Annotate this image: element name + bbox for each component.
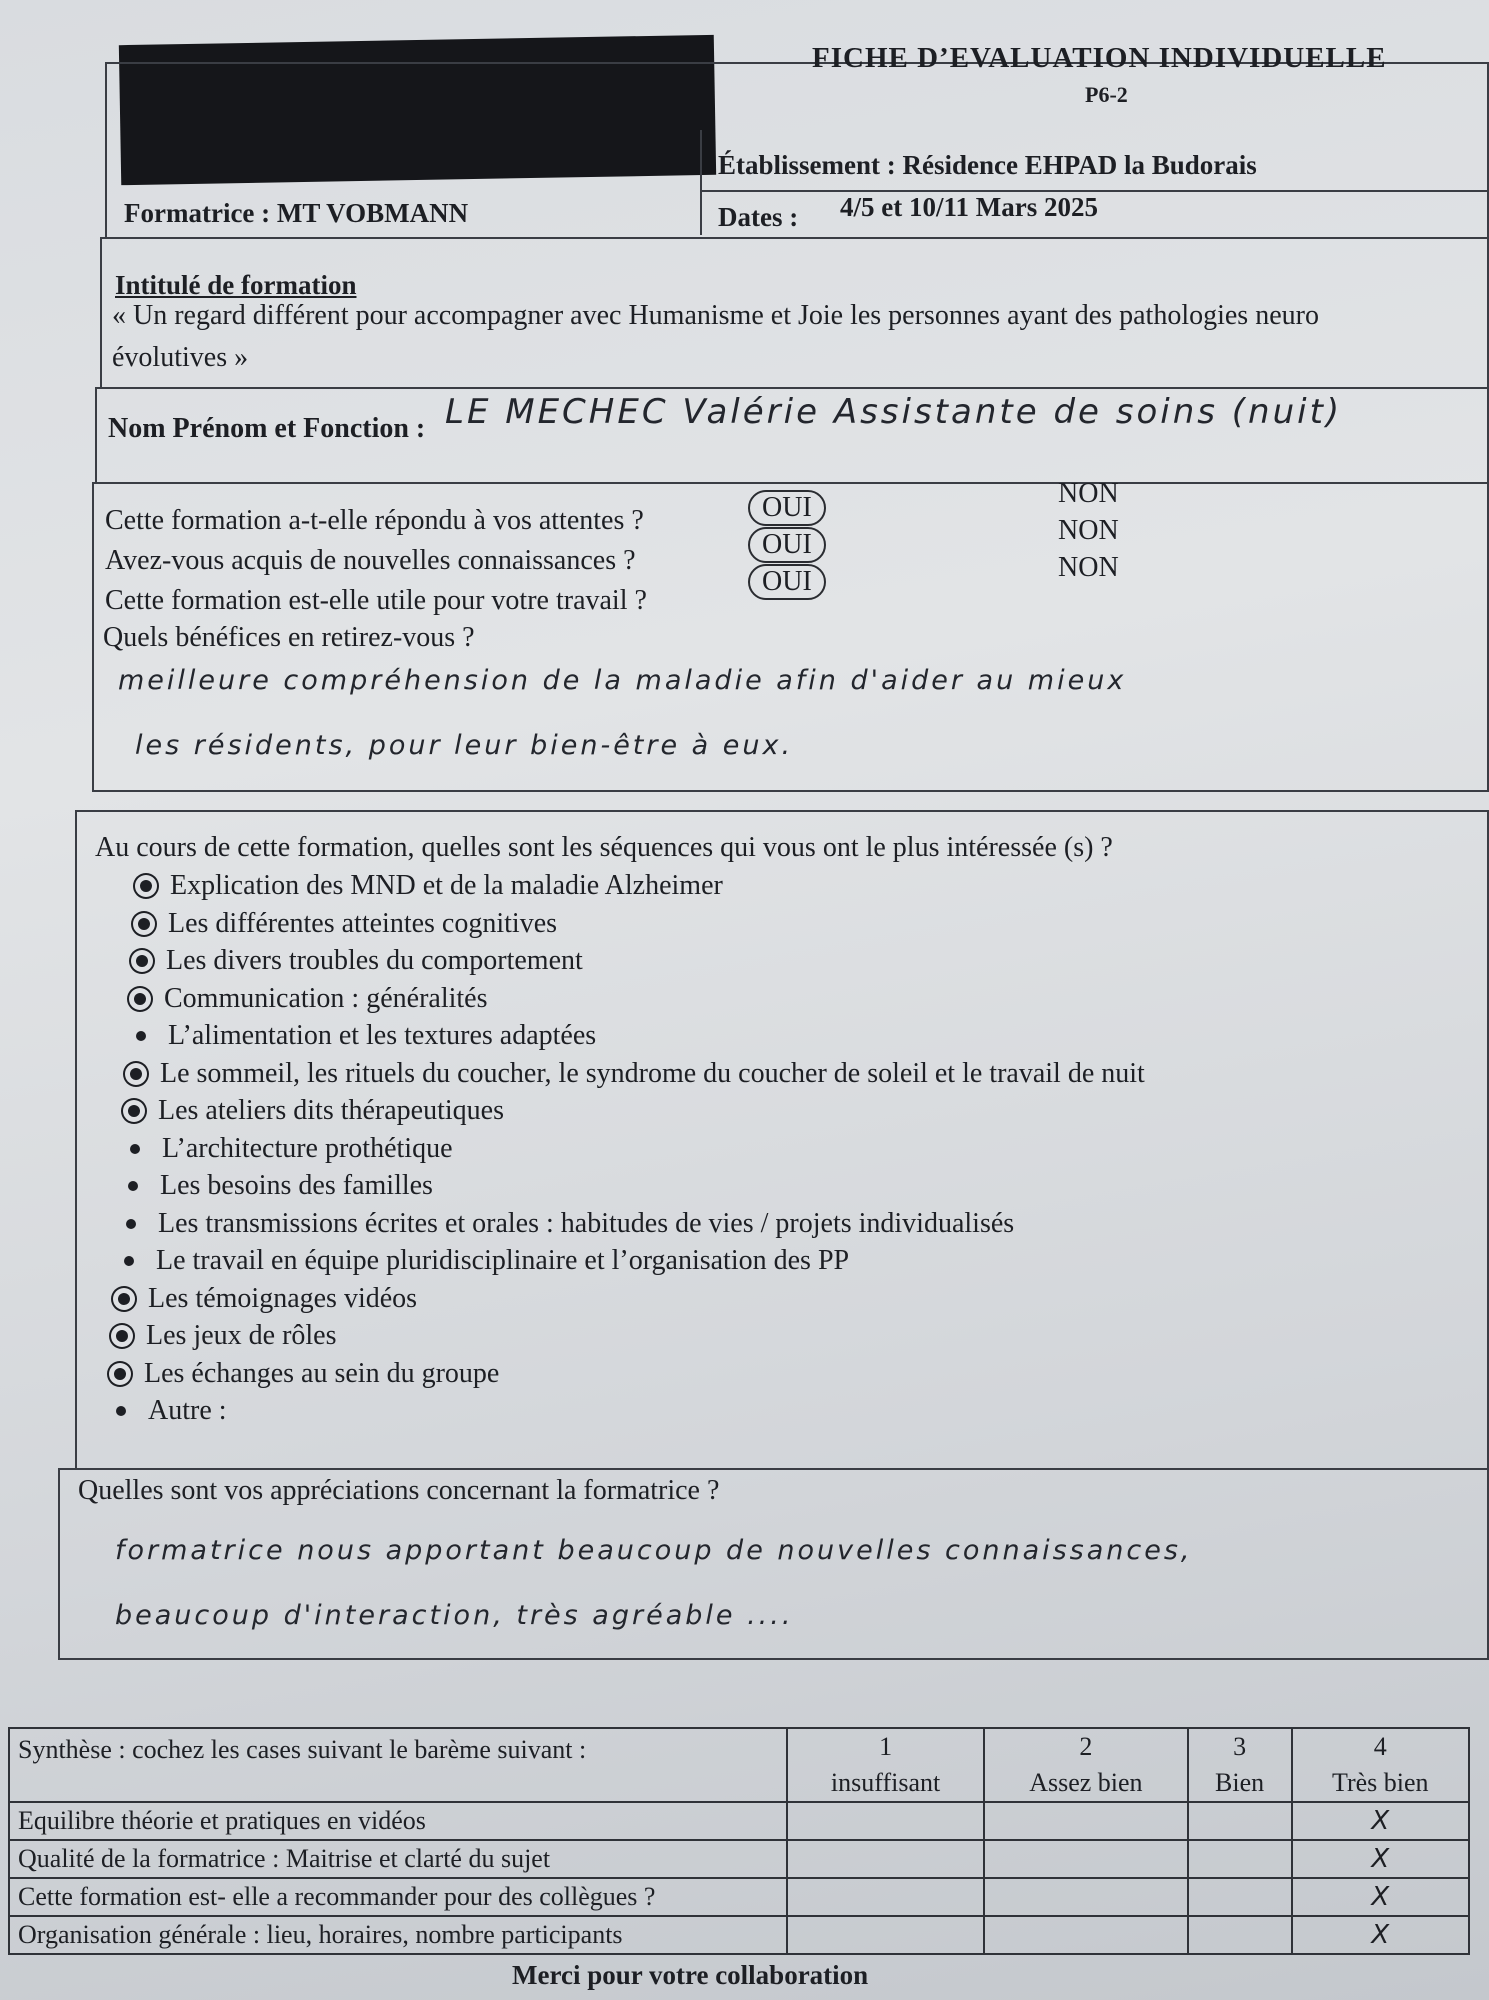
synthese-row-label: Organisation générale : lieu, horaires, nombre participants [9,1916,787,1954]
dates-label: Dates : [718,202,799,232]
sequence-item-label: Autre : [148,1395,227,1426]
cell-2[interactable] [984,1878,1187,1916]
col-3-num: 3 [1188,1728,1292,1765]
cell-1[interactable] [787,1802,984,1840]
col-4-label: Très bien [1292,1765,1469,1802]
sequence-item-label: Les ateliers dits thérapeutiques [158,1095,504,1126]
sequence-item[interactable] [112,1170,433,1202]
sequence-item-label: L’alimentation et les textures adaptées [168,1020,597,1051]
sequence-item[interactable] [104,1320,337,1352]
circled-bullet-icon [114,1368,126,1380]
sequence-item-label: Communication : généralités [164,983,488,1014]
bullet-icon [116,1406,126,1416]
nom-value: LE MECHEC Valérie Assistante de soins (nuit) [445,392,1343,432]
sequence-item[interactable] [108,1245,849,1277]
circled-bullet-icon [118,1293,130,1305]
cell-1[interactable] [787,1916,984,1954]
answer-oui-2[interactable] [748,527,826,563]
cell-4-mark[interactable]: X [1292,1916,1469,1954]
synthese-table [8,1727,1470,1955]
synthese-header-row [9,1728,1469,1765]
sequence-item[interactable] [114,1133,453,1165]
sequence-item-label: Les différentes atteintes cognitives [168,908,558,939]
synthese-row [9,1840,1469,1878]
circled-bullet-icon [138,918,150,930]
sequence-item-label: L’architecture prothétique [162,1133,453,1164]
synthese-row [9,1916,1469,1954]
cell-3[interactable] [1188,1916,1292,1954]
sequence-item-label: Le travail en équipe pluridisciplinaire et l’organisation des PP [156,1245,850,1276]
cell-2[interactable] [984,1802,1187,1840]
answer-non-1[interactable]: NON [1058,478,1119,509]
intitule-line2: évolutives » [112,342,249,373]
intitule-line1: « Un regard différent pour accompagner avec Humanisme et Joie les personnes ayant des pathologies neuro [112,300,1319,331]
answer-oui-1[interactable] [748,490,826,526]
circled-bullet-icon [140,880,152,892]
cell-4-mark[interactable]: X [1292,1840,1469,1878]
dates-value: 4/5 et 10/11 Mars 2025 [840,192,1098,222]
cell-1[interactable] [787,1878,984,1916]
intitule-label: Intitulé de formation [115,270,357,300]
synthese-row-label: Qualité de la formatrice : Maitrise et clarté du sujet [9,1840,787,1878]
sequence-item[interactable] [124,945,583,977]
synthese-row [9,1802,1469,1840]
synthese-row-label: Equilibre théorie et pratiques en vidéos [9,1802,787,1840]
circled-bullet-icon [130,1068,142,1080]
circled-bullet-icon [136,955,148,967]
cell-3[interactable] [1188,1802,1292,1840]
etablissement: Établissement : Résidence EHPAD la Budorais [718,150,1257,180]
sequence-item[interactable] [106,1283,417,1315]
circled-bullet-icon [128,1105,140,1117]
col-4-num: 4 [1292,1728,1469,1765]
bullet-icon [126,1219,136,1229]
cell-2[interactable] [984,1916,1187,1954]
bullet-icon [128,1181,138,1191]
sequence-item[interactable] [122,983,487,1015]
question-2: Avez-vous acquis de nouvelles connaissances ? [105,545,636,576]
oui-circled: OUI [748,564,826,600]
col-1-num: 1 [787,1728,984,1765]
appreciations-answer-line1: formatrice nous apportant beaucoup de nouvelles connaissances, [115,1535,1193,1566]
form-title: FICHE D’EVALUATION INDIVIDUELLE [812,42,1387,74]
benefices-answer-line2: les résidents, pour leur bien-être à eux. [135,730,794,761]
nom-label: Nom Prénom et Fonction : [108,413,426,444]
circled-bullet-icon [134,993,146,1005]
answer-non-3[interactable]: NON [1058,552,1119,583]
question-1: Cette formation a-t-elle répondu à vos attentes ? [105,505,644,536]
benefices-question: Quels bénéfices en retirez-vous ? [103,622,475,653]
cell-3[interactable] [1188,1878,1292,1916]
synthese-header-label: Synthèse : cochez les cases suivant le barème suivant : [9,1728,787,1802]
bullet-icon [136,1031,146,1041]
cell-1[interactable] [787,1840,984,1878]
sequence-item-label: Les échanges au sein du groupe [144,1358,500,1389]
sequence-item-label: Le sommeil, les rituels du coucher, le syndrome du coucher de soleil et le travail de nuit [160,1058,1145,1089]
sequence-item-label: Les témoignages vidéos [148,1283,418,1314]
form-code: P6-2 [1085,82,1128,107]
sequence-item[interactable] [120,1020,596,1052]
cell-3[interactable] [1188,1840,1292,1878]
sequence-item[interactable] [128,870,723,902]
footer-thanks: Merci pour votre collaboration [512,1960,869,1990]
bullet-icon [124,1256,134,1266]
sequence-item[interactable] [116,1095,504,1127]
sequence-item-label: Les transmissions écrites et orales : habitudes de vies / projets individualisés [158,1208,1015,1239]
sequences-question: Au cours de cette formation, quelles sont les séquences qui vous ont le plus intéressée (s) ? [95,832,1113,863]
appreciations-answer-line2: beaucoup d'interaction, très agréable .... [115,1600,794,1631]
sequence-item[interactable] [118,1058,1145,1090]
sequence-item[interactable] [102,1358,499,1390]
oui-circled: OUI [748,527,826,563]
circled-bullet-icon [116,1330,128,1342]
col-2-label: Assez bien [984,1765,1187,1802]
sequence-item[interactable] [100,1395,227,1427]
synthese-row-label: Cette formation est- elle a recommander pour des collègues ? [9,1878,787,1916]
answer-oui-3[interactable] [748,564,826,600]
cell-4-mark[interactable]: X [1292,1802,1469,1840]
answer-non-2[interactable]: NON [1058,515,1119,546]
appreciations-question: Quelles sont vos appréciations concernant la formatrice ? [78,1475,720,1506]
bullet-icon [130,1144,140,1154]
sequence-item-label: Les jeux de rôles [146,1320,337,1351]
sequence-item[interactable] [110,1208,1014,1240]
question-3: Cette formation est-elle utile pour votre travail ? [105,585,647,616]
synthese-row [9,1878,1469,1916]
col-2-num: 2 [984,1728,1187,1765]
benefices-answer-line1: meilleure compréhension de la maladie afin d'aider au mieux [118,665,1127,696]
sequence-item-label: Les besoins des familles [160,1170,433,1201]
sequence-item-label: Les divers troubles du comportement [166,945,583,976]
cell-2[interactable] [984,1840,1187,1878]
sequence-item-label: Explication des MND et de la maladie Alzheimer [170,870,723,901]
col-1-label: insuffisant [787,1765,984,1802]
cell-4-mark[interactable]: X [1292,1878,1469,1916]
oui-circled: OUI [748,490,826,526]
header-divider [700,130,702,235]
sequence-item[interactable] [126,908,557,940]
col-3-label: Bien [1188,1765,1292,1802]
formatrice: Formatrice : MT VOBMANN [124,198,469,228]
